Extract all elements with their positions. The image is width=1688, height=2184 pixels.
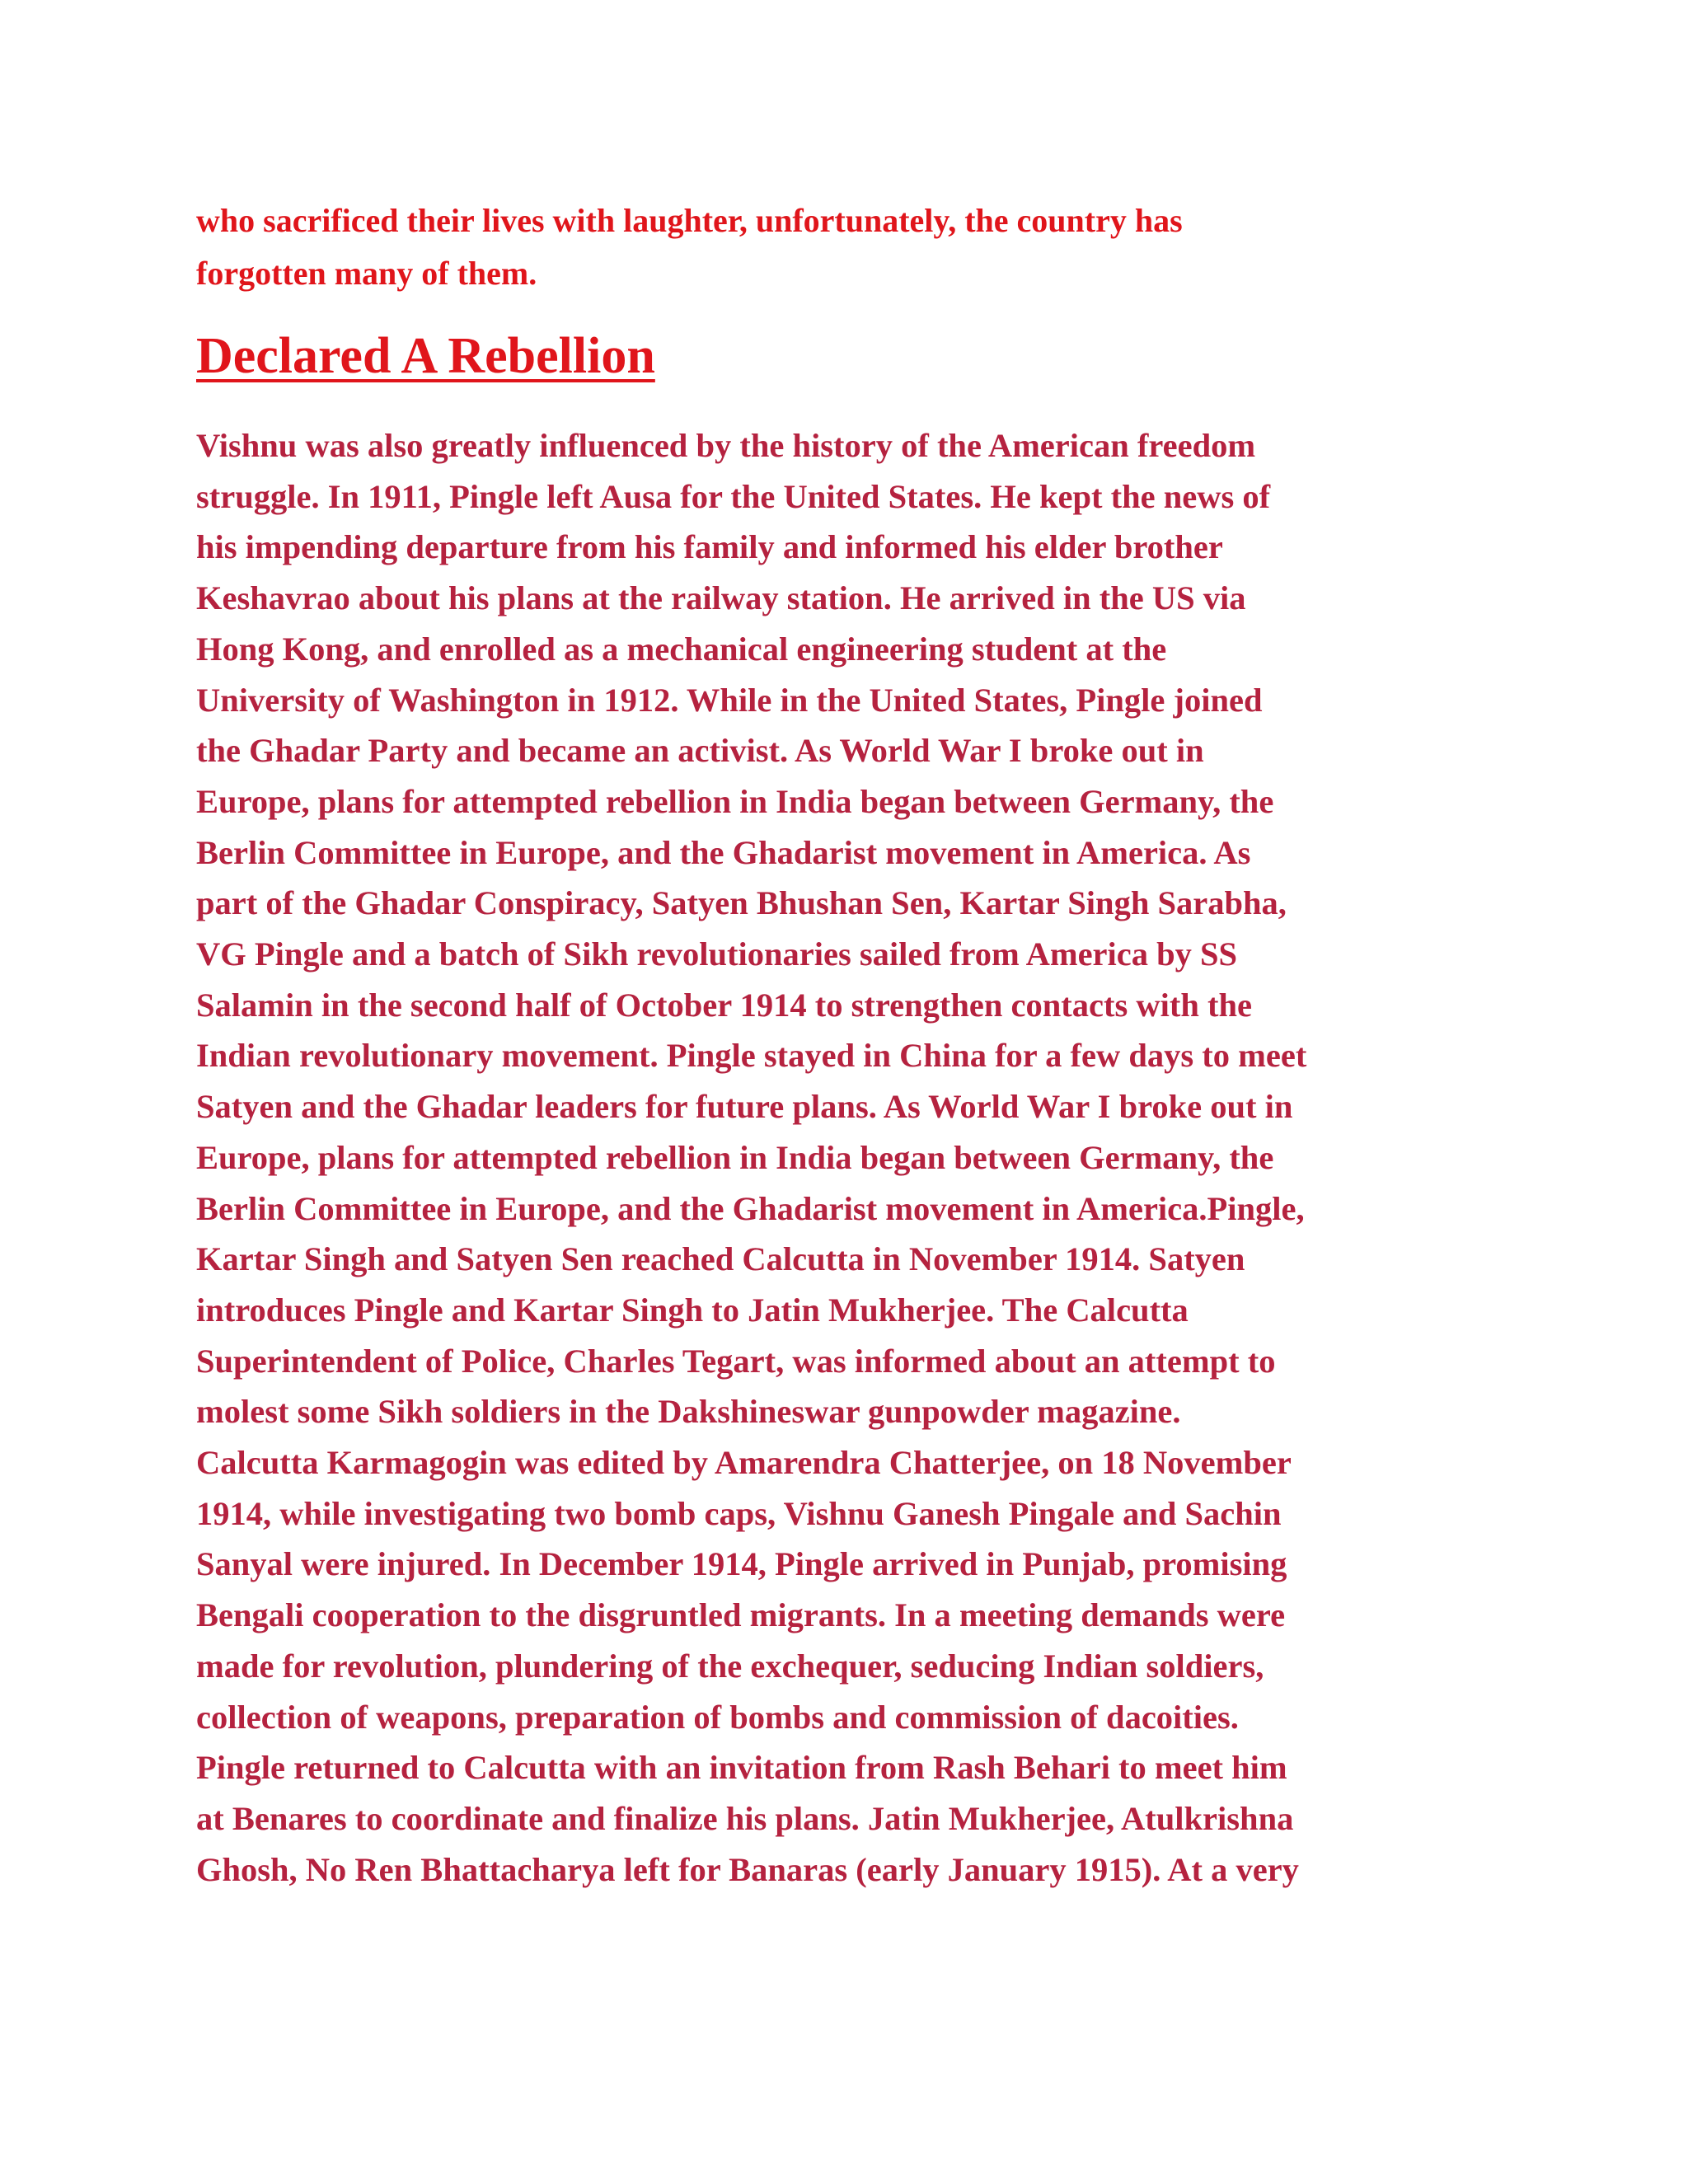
body-line: struggle. In 1911, Pingle left Ausa for the United States. He kept the news of (196, 477, 1271, 515)
body-line: Vishnu was also greatly influenced by the history of the American freedom (196, 427, 1256, 464)
intro-line: forgotten many of them. (196, 255, 537, 292)
body-line: Bengali cooperation to the disgruntled migrants. In a meeting demands were (196, 1596, 1286, 1634)
body-line: Europe, plans for attempted rebellion in India began between Germany, the (196, 1138, 1274, 1176)
intro-line: who sacrificed their lives with laughter, unfortunately, the country has (196, 202, 1183, 239)
body-line: Indian revolutionary movement. Pingle stayed in China for a few days to meet (196, 1037, 1307, 1075)
body-line: Sanyal were injured. In December 1914, Pingle arrived in Punjab, promising (196, 1545, 1287, 1583)
body-line: his impending departure from his family and informed his elder brother (196, 528, 1223, 566)
body-line: made for revolution, plundering of the exchequer, seducing Indian soldiers, (196, 1647, 1264, 1685)
body-line: Berlin Committee in Europe, and the Ghadarist movement in America.Pingle, (196, 1189, 1305, 1227)
body-line: molest some Sikh soldiers in the Dakshineswar gunpowder magazine. (196, 1393, 1181, 1431)
body-line: Superintendent of Police, Charles Tegart, was informed about an attempt to (196, 1342, 1276, 1380)
body-line: Salamin in the second half of October 1914 to strengthen contacts with the (196, 986, 1252, 1024)
body-line: part of the Ghadar Conspiracy, Satyen Bhushan Sen, Kartar Singh Sarabha, (196, 884, 1287, 922)
body-line: Keshavrao about his plans at the railway station. He arrived in the US via (196, 579, 1246, 617)
body-line: collection of weapons, preparation of bombs and commission of dacoities. (196, 1698, 1239, 1736)
body-paragraph (196, 420, 1498, 1895)
body-line: Pingle returned to Calcutta with an invitation from Rash Behari to meet him (196, 1749, 1287, 1787)
body-line: University of Washington in 1912. While in the United States, Pingle joined (196, 681, 1263, 719)
body-line: introduces Pingle and Kartar Singh to Jatin Mukherjee. The Calcutta (196, 1291, 1189, 1329)
body-line: 1914, while investigating two bomb caps, Vishnu Ganesh Pingale and Sachin (196, 1494, 1282, 1532)
body-line: Berlin Committee in Europe, and the Ghadarist movement in America. As (196, 833, 1251, 871)
body-line: at Benares to coordinate and finalize his plans. Jatin Mukherjee, Atulkrishna (196, 1799, 1294, 1837)
body-line: Calcutta Karmagogin was edited by Amarendra Chatterjee, on 18 November (196, 1444, 1292, 1482)
section-heading: Declared A Rebellion (196, 328, 655, 384)
intro-paragraph (196, 194, 1498, 300)
body-line: Kartar Singh and Satyen Sen reached Calcutta in November 1914. Satyen (196, 1240, 1245, 1278)
body-line: Ghosh, No Ren Bhattacharya left for Banaras (early January 1915). At a very (196, 1850, 1299, 1888)
body-line: Satyen and the Ghadar leaders for future plans. As World War I broke out in (196, 1088, 1293, 1126)
body-line: VG Pingle and a batch of Sikh revolutionaries sailed from America by SS (196, 935, 1238, 973)
body-line: Hong Kong, and enrolled as a mechanical engineering student at the (196, 630, 1167, 668)
body-line: the Ghadar Party and became an activist. As World War I broke out in (196, 732, 1204, 770)
body-line: Europe, plans for attempted rebellion in India began between Germany, the (196, 782, 1274, 820)
